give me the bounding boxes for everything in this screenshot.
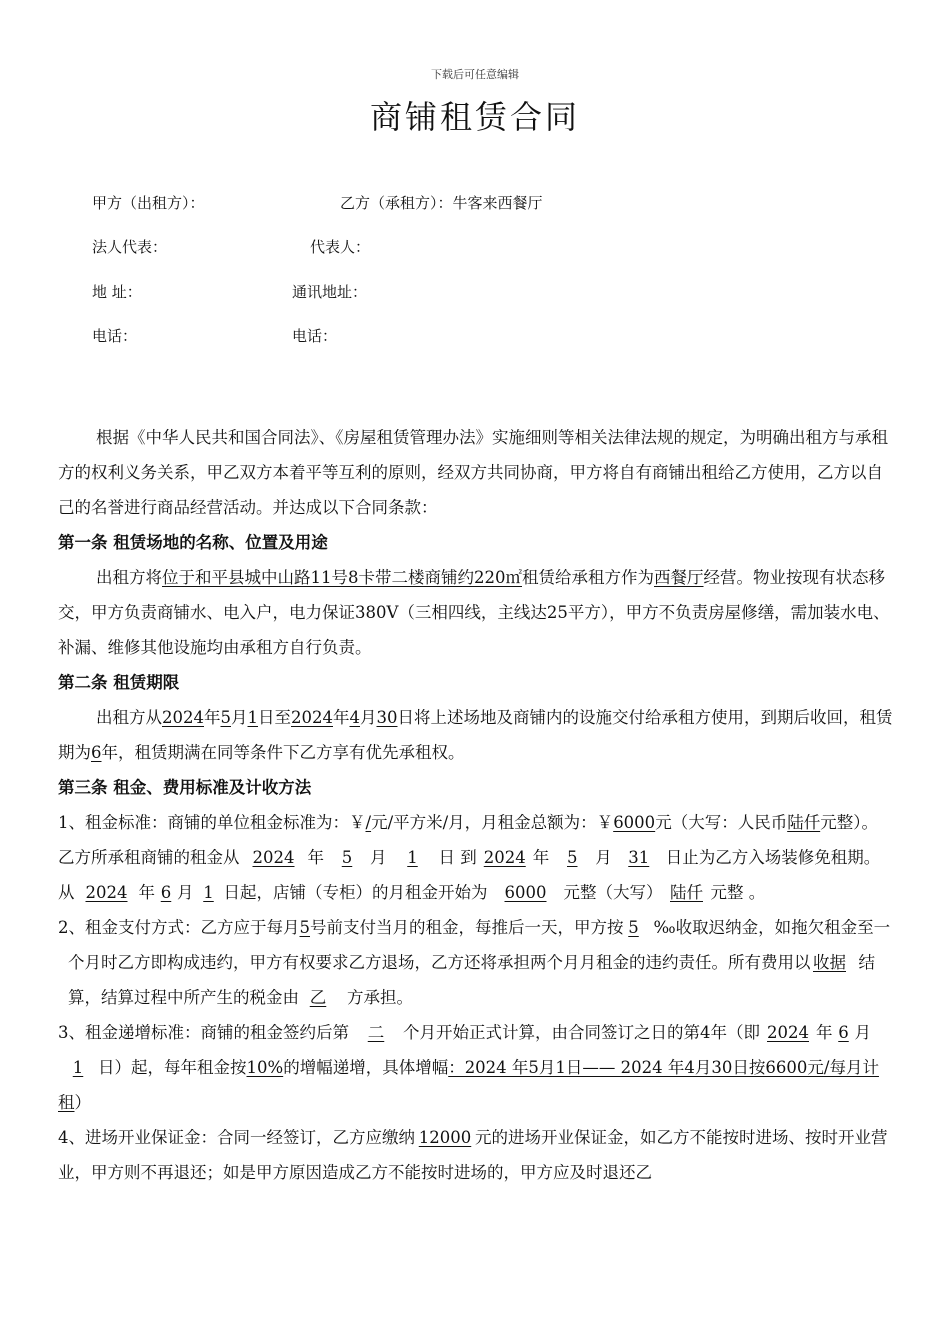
item1-free-end-day: 31 [628,848,650,867]
article2-start-day: 1 [247,708,258,727]
document-title: 商铺租赁合同 [369,98,580,136]
article1-location: 位于和平县城中山路11号8卡带二楼商铺约220㎡ [162,568,522,587]
item2-basis: 收据 [813,953,846,972]
item2-text-2: 号前支付当月的租金，每推后一天，甲方按 [310,918,624,937]
article1-paragraph [58,560,894,665]
intro-paragraph: 根据《中华人民共和国合同法》、《房屋租赁管理办法》实施细则等相关法律法规的规定，为明确出租方与承租方的权利义务关系，甲乙双方本着平等互利的原则，经双方共同协商，甲方将自有商铺出租给乙方使用，乙方以自己的名誉进行商品经营活动。并达成以下合同条款： [58,428,888,517]
item1-unit-price: / [365,813,372,832]
item2-late-rate: 5 [628,918,639,937]
item1-rent-words: 陆仟 [670,883,703,902]
item3-text-7: ） [74,1093,91,1112]
item1-text-5: 年 [307,848,324,867]
article2-text-7: 日将上述场地及商铺内的设施交付给承租方使用，到期后收回，租赁期为 [58,708,893,762]
article2-text-8: 年，租赁期满在同等条件下乙方享有优先承租权。 [101,743,465,762]
party-a-label: 甲方（出租方）： [92,194,205,212]
item1-rent-start-day: 1 [203,883,214,902]
item3-inc-month: 6 [838,1023,849,1042]
item1-free-start-month: 5 [341,848,353,867]
item3-text-2: 个月开始正式计算，由合同签订之日的第4年（即 [403,1023,760,1042]
article3-item3 [58,1015,894,1120]
item3-text-4: 月 [854,1023,871,1042]
article2-text-4: 日至 [258,708,291,727]
article1-use: 西餐厅 [654,568,704,587]
item1-rent-start-month: 6 [160,883,172,902]
item3-inc-year: 2024 [767,1023,809,1042]
article2-text-1: 出租方从 [96,708,162,727]
item1-text-6: 月 [370,848,387,867]
item1-text-8: 年 [532,848,550,867]
item1-free-end-year: 2024 [483,848,526,867]
article2-text-5: 年 [333,708,350,727]
phone-b-label: 电话： [292,327,338,345]
item3-inc-rate: 10% [246,1058,284,1077]
item1-text-7: 日 到 [438,848,477,867]
item1-text-1: 1、租金标准：商铺的单位租金标准为：￥ [58,813,366,832]
item1-rent-start-year: 2024 [85,883,128,902]
watermark-text: 下载后可任意编辑 [431,68,519,81]
item2-text-5: 方承担。 [347,988,413,1007]
item1-text-3: 元（大写：人民币 [655,813,788,832]
item3-text-3: 年 [816,1023,833,1042]
item1-text-10: 日止为乙方入场装修免租期。从 [58,848,881,902]
item2-pay-day: 5 [299,918,310,937]
article3-item1 [58,805,894,910]
item1-text-13: 日起，店铺（专柜）的月租金开始为 [223,883,488,902]
article2-years: 6 [91,743,102,762]
item2-text-4: 结算，结算过程中所产生的税金由 [68,953,875,1007]
article2-text-6: 月 [360,708,377,727]
article2-end-day: 30 [376,708,398,727]
article1-text-3: 经营。物业按现有状态移交，甲方负责商铺水、电入户，电力保证380V（三相四线，主线达25平方），甲方不负责房屋修缮，需加装水电、补漏、维修其他设施均由承租方自行负责。 [58,568,890,657]
item4-deposit: 12000 [418,1128,472,1147]
item3-months: 二 [367,1023,385,1042]
item3-inc-detail: ：2024 年5月1日—— 2024 年4月30日按6600元/每月计租 [58,1058,879,1112]
party-b-label: 乙方（承租方）：牛客来西餐厅 [340,194,543,212]
contract-body [58,420,894,1190]
article1-text-1: 出租方将 [96,568,162,587]
article2-text-2: 年 [204,708,221,727]
article2-end-month: 4 [349,708,360,727]
address-label: 地 址： [92,283,142,301]
item1-text-2: 元/平方米/月，月租金总额为：￥ [371,813,614,832]
item1-free-start-year: 2024 [252,848,295,867]
item1-text-12: 月 [177,883,194,902]
item2-tax-party: 乙 [309,988,327,1007]
rep-label: 代表人： [310,238,371,256]
item1-text-15: 元整 。 [710,883,766,902]
item3-text-6: 的增幅递增，具体增幅 [283,1058,449,1077]
article3-item4 [58,1120,894,1190]
article3-heading: 第三条 租金、费用标准及计收方法 [58,778,312,797]
item3-text-5: 日）起，每年租金按 [98,1058,247,1077]
article2-paragraph [58,700,894,770]
item1-total-words: 陆仟 [787,813,821,832]
item3-text-1: 3、租金递增标准：商铺的租金签约后第 [58,1023,349,1042]
article2-end-year: 2024 [291,708,333,727]
article2-start-year: 2024 [162,708,204,727]
item1-text-11: 年 [138,883,155,902]
article2-text-3: 月 [231,708,248,727]
item1-free-start-day: 1 [407,848,418,867]
article2-start-month: 5 [220,708,231,727]
item1-text-14: 元整（大写） [563,883,663,902]
item2-text-3: ‰收取迟纳金，如拖欠租金至一个月时乙方即构成违约，甲方有权要求乙方退场，乙方还将承担两个月月租金的违约责任。所有费用以 [68,918,891,972]
article2-heading: 第二条 租赁期限 [58,673,180,692]
item4-text-2: 元的进场开业保证金，如乙方不能按时进场、按时开业营业，甲方则不再退还；如是甲方原因造成乙方不能按时进场的，甲方应及时退还乙 [58,1128,888,1182]
item1-rent-amount: 6000 [504,883,547,902]
article1-text-2: 租赁给承租方作为 [522,568,654,587]
legal-rep-label: 法人代表： [92,238,168,256]
item2-text-1: 2、租金支付方式：乙方应于每月 [58,918,300,937]
item1-text-4: 元整）。乙方所承租商铺的租金从 [58,813,878,867]
article1-heading: 第一条 租赁场地的名称、位置及用途 [58,533,328,552]
item4-text-1: 4、进场开业保证金：合同一经签订，乙方应缴纳 [58,1128,415,1147]
phone-a-label: 电话： [92,327,138,345]
article3-item2 [58,910,894,1015]
item1-free-end-month: 5 [567,848,578,867]
mail-address-label: 通讯地址： [292,283,368,301]
item3-inc-day: 1 [72,1058,84,1077]
item1-text-9: 月 [595,848,612,867]
item1-monthly-total: 6000 [613,813,656,832]
